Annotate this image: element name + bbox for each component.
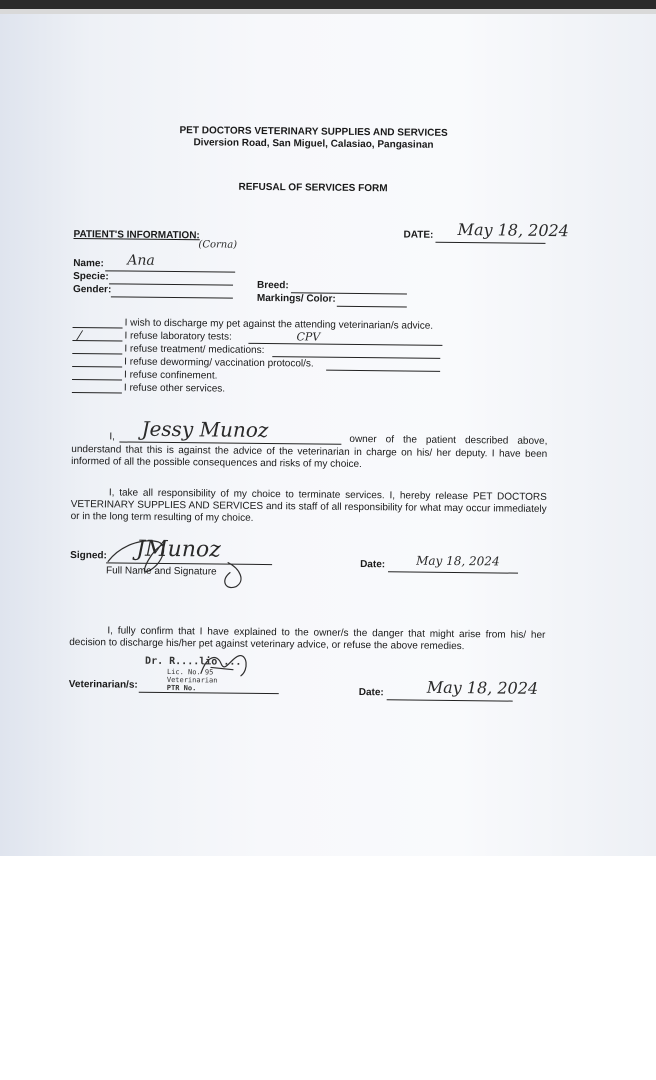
signature-date-handwritten: May 18, 2024 [416, 553, 500, 569]
option-2-label: I refuse laboratory tests: [124, 330, 232, 343]
name-note-handwritten: (Corna) [198, 239, 238, 251]
statement3 [69, 625, 545, 654]
statement1-prefix: I, [109, 431, 116, 443]
name-handwritten: Ana [127, 252, 155, 269]
statement3-text: I, fully confirm that I have explained to the owner/s the danger that might arise from his/ her decision to discharge his/her pet against veterinary advice, or refuse the above remedies. [69, 625, 546, 653]
statement2-text: I, take all responsibility of my choice to terminate services. I, hereby release PET DOCTORS VETERINARY SUPPLIES AND SERVICES and its staff of all responsibility for what may occur immediately or in the long term resulting of my choice. [70, 487, 547, 524]
statement1-text-a: owner of the patient described above, [349, 433, 548, 447]
date-line [435, 242, 545, 244]
gender-line [111, 296, 233, 298]
statement1-text-b: understand that this is against the advice of the veterinarian in charge on his/ her deputy. I have been informed of all the possible consequences and risks of my choice. [71, 443, 548, 471]
gender-label: Gender: [72, 283, 112, 296]
specie-label: Specie: [73, 270, 109, 283]
signed-label: Signed: [70, 549, 107, 562]
option-5-label: I refuse confinement. [124, 369, 218, 382]
date-handwritten: May 18, 2024 [457, 220, 570, 241]
vet-stamp-license: Lic. No. 95 [166, 667, 214, 677]
option-6-label: I refuse other services. [123, 382, 226, 395]
refusal-form [67, 0, 570, 865]
option-6-blank[interactable] [72, 392, 122, 394]
option-4-blank[interactable] [72, 366, 122, 368]
name-label: Name: [73, 257, 104, 270]
option-1-label: I wish to discharge my pet against the attending veterinarian/s advice. [124, 317, 434, 332]
statement2 [71, 487, 547, 528]
vet-date-label: Date: [358, 686, 384, 699]
breed-label: Breed: [256, 279, 289, 292]
patient-section-title: PATIENT'S INFORMATION: [73, 228, 200, 242]
option-2-handwritten: CPV [296, 330, 321, 344]
name-line [105, 270, 235, 272]
vet-date-line [387, 699, 513, 701]
vet-signature-scribble-icon [197, 649, 257, 684]
vet-stamp-name: Dr. R....lio ... [145, 655, 242, 668]
option-5-blank[interactable] [72, 379, 122, 381]
veterinarian-label: Veterinarian/s: [68, 678, 138, 691]
vet-date-handwritten: May 18, 2024 [426, 677, 539, 698]
option-4-line [326, 370, 440, 372]
option-3-blank[interactable] [72, 353, 122, 355]
form-title: REFUSAL OF SERVICES FORM [238, 181, 388, 195]
option-3-label: I refuse treatment/ medications: [124, 343, 265, 356]
business-name: PET DOCTORS VETERINARY SUPPLIES AND SERVICES [179, 125, 448, 139]
markings-label: Markings/ Color: [256, 292, 336, 305]
owner-name-handwritten: Jessy Munoz [141, 416, 269, 443]
option-4-label: I refuse deworming/ vaccination protocol/s. [124, 356, 314, 370]
markings-line [337, 306, 407, 308]
signature-date-line [388, 571, 518, 573]
veterinarian-line [139, 692, 279, 694]
business-address: Diversion Road, San Miguel, Calasiao, Pangasinan [193, 137, 434, 151]
checkmark-icon: ⁄ [78, 329, 81, 345]
option-2-line [248, 343, 442, 346]
vet-stamp-ptr: PTR No. [166, 683, 197, 693]
specie-line [109, 283, 233, 285]
signature-handwritten: JMunoz [136, 536, 221, 563]
signature-date-label: Date: [360, 559, 386, 571]
vet-stamp-title: Veterinarian [166, 675, 218, 685]
signature-caption: Full Name and Signature [105, 565, 217, 578]
date-label: DATE: [403, 229, 434, 241]
